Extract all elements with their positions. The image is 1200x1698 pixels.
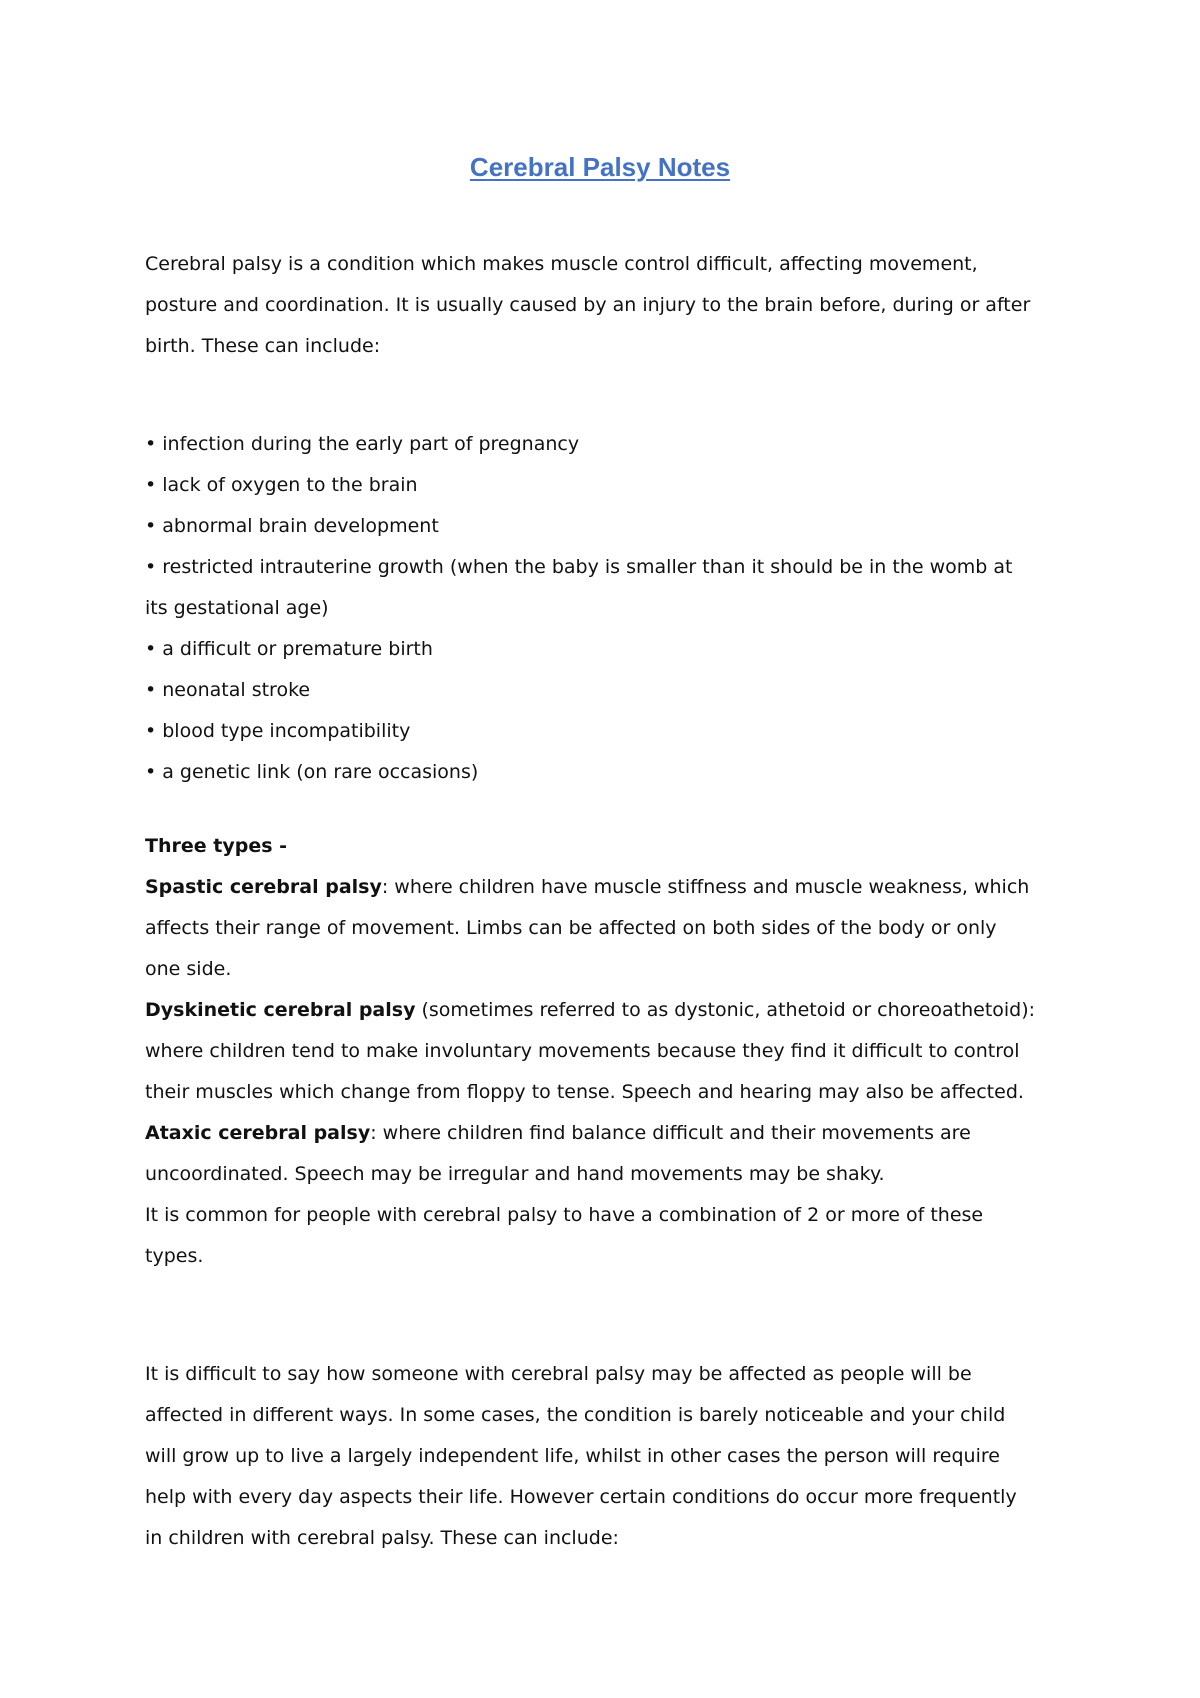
intro-line: birth. These can include: <box>145 335 381 357</box>
types-heading-text: Three types - <box>145 835 288 857</box>
list-item: • infection during the early part of pregnancy <box>145 433 580 455</box>
ataxic-term: Ataxic cerebral palsy <box>145 1122 371 1144</box>
dyskinetic-term: Dyskinetic cerebral palsy <box>145 999 416 1021</box>
dyskinetic-description: (sometimes referred to as dystonic, athetoid or choreoathetoid): <box>415 999 1036 1021</box>
dyskinetic-line-1 <box>145 990 1070 1031</box>
list-item: • blood type incompatibility <box>145 720 411 742</box>
list-item: • neonatal stroke <box>145 679 311 701</box>
list-item-continuation: its gestational age) <box>145 597 329 619</box>
intro-line: posture and coordination. It is usually caused by an injury to the brain before, during or after <box>145 294 1031 316</box>
combination-line: It is common for people with cerebral palsy to have a combination of 2 or more of these <box>145 1204 984 1226</box>
list-item: • a genetic link (on rare occasions) <box>145 761 479 783</box>
spastic-description: : where children have muscle stiffness and muscle weakness, which <box>381 876 1030 898</box>
types-section <box>145 826 1070 1277</box>
effects-line: affected in different ways. In some cases, the condition is barely noticeable and your child <box>145 1404 1006 1426</box>
types-heading <box>145 826 1070 867</box>
effects-line: will grow up to live a largely independent life, whilst in other cases the person will require <box>145 1445 1000 1467</box>
document-title: Cerebral Palsy Notes <box>469 152 731 182</box>
dyskinetic-line-3: their muscles which change from floppy to tense. Speech and hearing may also be affected. <box>145 1081 1024 1103</box>
dyskinetic-line-2: where children tend to make involuntary movements because they find it difficult to control <box>145 1040 1020 1062</box>
list-item: • restricted intrauterine growth (when the baby is smaller than it should be in the womb at <box>145 556 1013 578</box>
list-item: • a difficult or premature birth <box>145 638 433 660</box>
intro-paragraph <box>145 244 1070 367</box>
effects-line: help with every day aspects their life. However certain conditions do occur more frequently <box>145 1486 1017 1508</box>
effects-paragraph <box>145 1354 1070 1559</box>
spastic-line-2: affects their range of movement. Limbs can be affected on both sides of the body or only <box>145 917 997 939</box>
effects-line: It is difficult to say how someone with cerebral palsy may be affected as people will be <box>145 1363 972 1385</box>
spastic-line-1 <box>145 867 1070 908</box>
ataxic-line-2: uncoordinated. Speech may be irregular and hand movements may be shaky. <box>145 1163 885 1185</box>
effects-line: in children with cerebral palsy. These can include: <box>145 1527 619 1549</box>
ataxic-line-1 <box>145 1113 1070 1154</box>
causes-list <box>145 424 1070 793</box>
spastic-line-3: one side. <box>145 958 232 980</box>
combination-line: types. <box>145 1245 204 1267</box>
list-item: • abnormal brain development <box>145 515 439 537</box>
list-item: • lack of oxygen to the brain <box>145 474 418 496</box>
intro-line: Cerebral palsy is a condition which makes muscle control difficult, affecting movement, <box>145 253 978 275</box>
spastic-term: Spastic cerebral palsy <box>145 876 382 898</box>
ataxic-description: : where children find balance difficult and their movements are <box>370 1122 971 1144</box>
